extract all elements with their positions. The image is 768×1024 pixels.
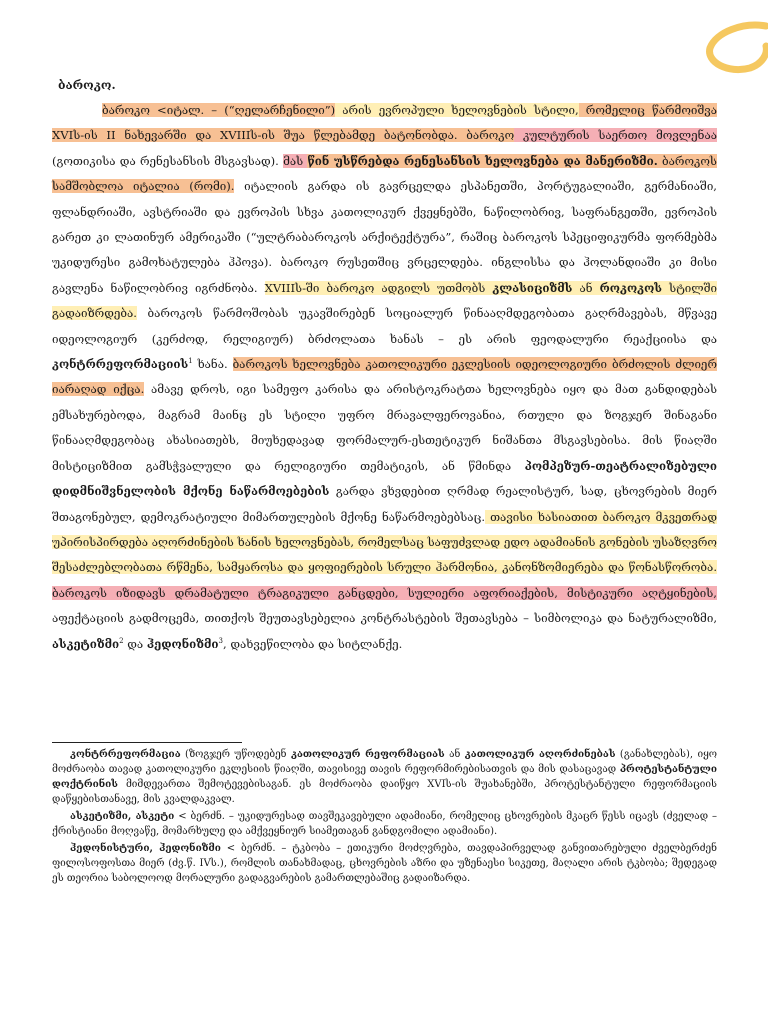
- bold-term: წინ უსწრებდა რენესანსის ხელოვნება და მანერიზმი.: [307, 153, 658, 168]
- bold-term: პომპეზურ-თეატრალიზებული დიდმნიშვნელობის მქონე ნაწარმოებების: [52, 458, 717, 499]
- main-paragraph: ბაროკო <იტალ. – (“ღელარჩენილი”) არის ევროპული ხელოვნების სტილი, რომელიც წარმოიშვა XVIს-ის II ნახევარში და XVIIIს-ის შუა წლებამდე ბატონობდა. ბაროკო კულტურის საერთო მოვლენაა (გოთიკისა და რენესანსის მსგავსად). მას წინ უსწრებდა რენესანსის ხელოვნება და მანერიზმი. ბაროკოს სამშობლოა იტალია (რომი). იტალიის გარდა ის გავრცელდა ესპანეთში, პორტუგალიაში, გერმანიაში, ფლანდრიაში, ავსტრიაში და ევროპის სხვა კათოლიკურ ქვეყნებში, ნაწილობრივ, საფრანგეთში, ევროპის გარეთ კი ლათინურ ამერიკაში (“ულტრაბაროკოს არქიტექტურა”, რაშიც ბაროკოს სპეციფიკურმა ფორმებმა უკიდურესი გამოხატულება ჰპოვა). ბაროკო რუსეთშიც ვრცელდება. ინგლისსა და ჰოლანდიაში კი მისი გავლენა ნაწილობრივ იგრძნობა. XVIIIს-ში ბაროკო ადგილს უთმობს კლასიციზმს ან როკოკოს სტილში გადაიზრდება. ბაროკოს წარმოშობას უკავშირებენ სოციალურ წინააღმდეგობათა გაღრმავებას, მწვავე იდეოლოგიურ (კერძოდ, რელიგიურ) ბრძოლათა ხანას – ეს არის ფეოდალური რეაქციისა და კონტრრეფორმაციის$^1$ ხანა. ბაროკოს ხელოვნება კათოლიკური ეკლესიის იდეოლოგიური ბრძოლის ძლიერ იარაღად იქცა. ამავე დროს, იგი სამეფო კარისა და არისტოკრატთა ხელოვნება იყო და მათ განდიდებას ემსახურებოდა, მაგრამ მაინც ეს სტილი უფრო მრავალფეროვანია, რთული და ზოგჯერ შინაგანი წინააღმდეგობაც ახასიათებს, მიუხედავად ფორმალურ-ესთეტიკურ ნიშანთა მსგავსებისა. მის წიაღში მისტიციზმით გამსჭვალული და რელიგიური თემატიკის, ან წმინდა პომპეზურ-თეატრალიზებული დიდმნიშვნელობის მქონე ნაწარმოებების გარდა ვხვდებით ღრმად რეალისტურ, სად, ცხოვრების მიერ შთაგონებულ, დემოკრატიული მიმართულების მქონე ნაწარმოებებსაც. თავისი ხასიათით ბაროკო მკვეთრად უპირისპირდება აღორძინების ხანის ხელოვნებას, რომელსაც საფუძვლად ედო ადამიანის გონების უსაზღვრო შესაძლებლობათა რწმენა, სამყაროსა და ყოფიერების სრული ჰარმონია, კანონზომიერება და წონასწორობა. ბაროკოს იზიდავს დრამატული ტრაგიკული განცდები, სულიერი აფორიაქების, მისტიკური აღტყინების, აფექტაციის გადმოცემა, თითქოს შეუთავსებელია კონტრასტების შეთავსება – სიმბოლიკა და ნატურალიზმი, ასკეტიზმი$^2$ და ჰედონიზმი$^3$, დახვეწილობა და სიტლანქე.: [52, 103, 718, 651]
- yellow-scribble-icon: [688, 18, 768, 88]
- footnote-1: კონტრრეფორმაცია (ზოგჯერ უწოდებენ კათოლიკურ რეფორმაციას ან კათოლიკურ აღორძინებას (განახლებას), იყო მოძრაობა თავად კათოლიკური ეკლესიის წიაღში, თავისივე თავის რეფორმირებისათვის და მის დასაცავად პროტესტანტული დოქტრინის მიმდევართა შემოტევებისაგან. ეს მოძრაობა დაიწყო XVIს-ის შუახანებში, პროტესტანტული რეფორმაციის დაწყებისთანავე, მის კვალდაკვალ.: [52, 749, 717, 805]
- bold-term: ჰედონიზმი: [146, 636, 219, 651]
- footnote-2: ასკეტიზმი, ასკეტი < ბერძნ. – უკიდურესად თავშეკავებული ადამიანი, რომელიც ცხოვრების მკაცრ წესს იცავს (ძველად – ქრისტიანი მოღვაწე, მომარხულე და ამქვეყნიურ სიამეთაგან განდგომილი ადამიანი).: [52, 811, 717, 837]
- page-title: ბაროკო.: [58, 78, 116, 92]
- footnote-3: ჰედონისტური, ჰედონიზმი < ბერძნ. – ტკბობა – ეთიკური მოძღვრება, თავდაპირველად განვითარებული ძველბერძენ ფილოსოფოსთა მიერ (ძვ.წ. IVს.), რომლის თანახმადაც, ცხოვრების აზრი და უზენაესი სიკეთე, მაღალი არის ტკბობა; შედეგად ეს თეორია საბოლოოდ მორალური გადაგვარების გამართლებაშიც გადაიზარდა.: [52, 843, 717, 884]
- bold-term: როკოკოს: [599, 280, 662, 295]
- footnote-ref[interactable]: 2: [119, 636, 124, 645]
- footnote-divider: [52, 742, 242, 743]
- footnote-ref[interactable]: 1: [188, 357, 193, 366]
- footnotes: [52, 747, 717, 888]
- bold-term: კონტრრეფორმაციის: [52, 357, 189, 372]
- footnote-ref[interactable]: 3: [218, 636, 223, 645]
- bold-term: კლასიციზმს: [492, 280, 573, 295]
- bold-term: ასკეტიზმი: [52, 636, 120, 651]
